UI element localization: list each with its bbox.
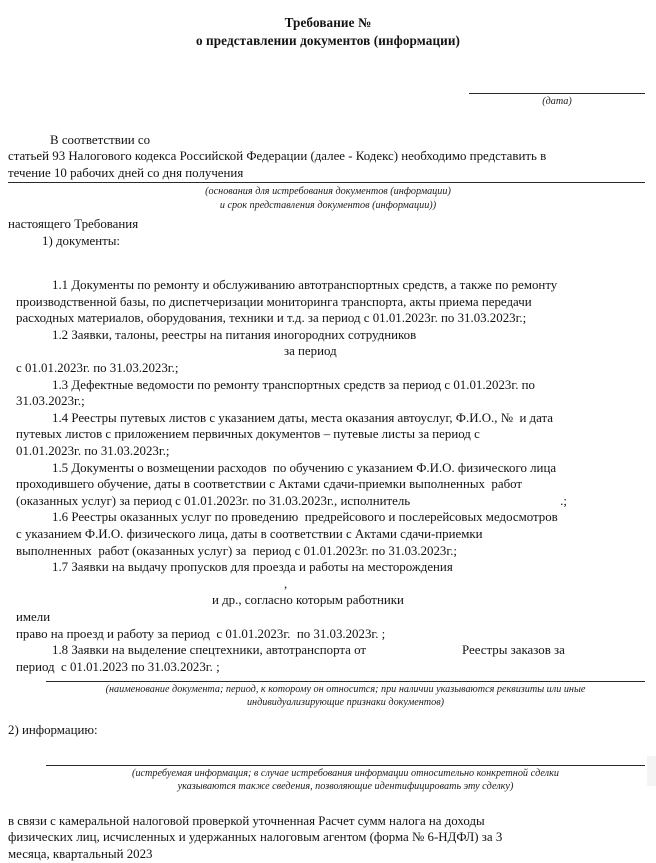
item-1-4-line-3: 01.01.2023г. по 31.03.2023г.;	[16, 443, 170, 458]
item-1-6-line-3: выполненных работ (оказанных услуг) за период с 01.01.2023г. по 31.03.2023г.;	[16, 543, 458, 558]
information-caption-line-2: указываются также сведения, позволяющие идентифицировать эту сделку)	[177, 780, 514, 792]
item-1-7-line-1: 1.7 Заявки на выдачу пропусков для проезда и работы на месторождения,	[52, 560, 453, 591]
item-1-6-line-2: с указанием Ф.И.О. физического лица, даты в соответствии с Актами сдачи-приемки	[16, 526, 483, 541]
list-item	[8, 327, 645, 377]
list-item	[8, 559, 645, 642]
documents-list	[0, 277, 656, 675]
list-item	[8, 410, 645, 460]
title-line-1: Требование №	[284, 15, 372, 30]
closing-line-3: месяца, квартальный 2023	[8, 847, 153, 862]
item-1-8-line-2: период с 01.01.2023 по 31.03.2023г. ;	[16, 659, 220, 674]
closing-paragraph	[0, 813, 656, 863]
information-caption-line-1: (истребуемая информация; в случае истребования информации относительно конкретной сделки	[132, 767, 559, 779]
documents-caption	[0, 682, 656, 709]
documents-caption-line-1: (наименование документа; период, к которому он относится; при наличии указываются реквизиты или иные	[105, 684, 586, 696]
item-1-1-line-3: расходных материалов, оборудования, техники и т.д. за период с 01.01.2023г. по 31.03.2023г.;	[16, 311, 527, 326]
item-1-1-line-2: производственной базы, по диспетчеризации мониторинга транспорта, акты приема передачи	[16, 294, 532, 309]
list-item	[8, 642, 645, 675]
closing-line-1: в связи с камеральной налоговой проверкой уточненная Расчет сумм налога на доходы	[8, 813, 485, 828]
item-1-4-line-2: путевых листов с приложением первичных документов – путевые листы за период с	[16, 427, 480, 442]
documents-heading: 1) документы:	[42, 233, 120, 248]
intro-line-3: течение 10 рабочих дней со дня получения	[8, 165, 244, 180]
title-line-2: о представлении документов (информации)	[195, 33, 461, 48]
date-field	[0, 93, 656, 108]
documents-caption-line-2: индивидуализирующие признаки документов)	[246, 697, 445, 709]
basis-caption-line-2: и срок представления документов (информации))	[219, 200, 437, 212]
page-title	[0, 0, 656, 49]
item-1-6-line-1: 1.6 Реестры оказанных услуг по проведению предрейсового и послерейсовых медосмотров	[52, 510, 558, 525]
item-1-3-line-2: 31.03.2023г.;	[16, 394, 85, 409]
item-1-7-line-3: право на проезд и работу за период с 01.01.2023г. по 31.03.2023г. ;	[16, 626, 386, 641]
information-caption	[0, 766, 656, 793]
list-item	[8, 277, 645, 327]
intro-line-2: статьей 93 Налогового кодекса Российской Федерации (далее - Кодекс) необходимо представить в	[8, 149, 547, 164]
item-1-7-line-2: и др., согласно которым работникиимели	[16, 593, 404, 624]
scan-edge-artifact	[647, 756, 656, 786]
date-caption: (дата)	[542, 96, 572, 107]
requirement-line: настоящего Требования	[8, 217, 139, 232]
list-item	[8, 460, 645, 510]
item-1-8-line-1: 1.8 Заявки на выделение спецтехники, автотранспорта от Реестры заказов за	[52, 643, 565, 658]
information-heading: 2) информацию:	[8, 723, 98, 738]
item-1-5-line-3: (оказанных услуг) за период с 01.01.2023г. по 31.03.2023г., исполнитель .;	[16, 493, 567, 508]
after-basis-text	[0, 216, 656, 249]
item-1-4-line-1: 1.4 Реестры путевых листов с указанием даты, места оказания автоуслуг, Ф.И.О., № и дата	[52, 410, 554, 425]
intro-line-1: В соответствии со	[50, 133, 151, 147]
item-1-3-line-1: 1.3 Дефектные ведомости по ремонту транспортных средств за период с 01.01.2023г. по	[52, 377, 535, 392]
list-item	[8, 509, 645, 559]
closing-line-2: физических лиц, исчисленных и удержанных налоговым агентом (форма № 6-НДФЛ) за 3	[8, 830, 503, 845]
item-1-2-line-1: 1.2 Заявки, талоны, реестры на питания иногородних сотрудниковза период	[52, 327, 417, 359]
basis-caption-line-1: (основания для истребования документов (информации)	[205, 186, 451, 198]
basis-rule	[8, 182, 645, 183]
item-1-5-line-2: проходившего обучение, даты в соответствии с Актами сдачи-приемки выполненных работ	[16, 477, 523, 492]
basis-caption	[0, 185, 656, 213]
item-1-5-line-1: 1.5 Документы о возмещении расходов по обучению с указанием Ф.И.О. физического лица	[52, 460, 557, 475]
item-1-1-line-1: 1.1 Документы по ремонту и обслуживанию автотранспортных средств, а также по ремонту	[52, 278, 558, 293]
item-1-2-line-2: с 01.01.2023г. по 31.03.2023г.;	[16, 361, 179, 375]
list-item	[8, 377, 645, 410]
intro-paragraph	[0, 132, 656, 181]
